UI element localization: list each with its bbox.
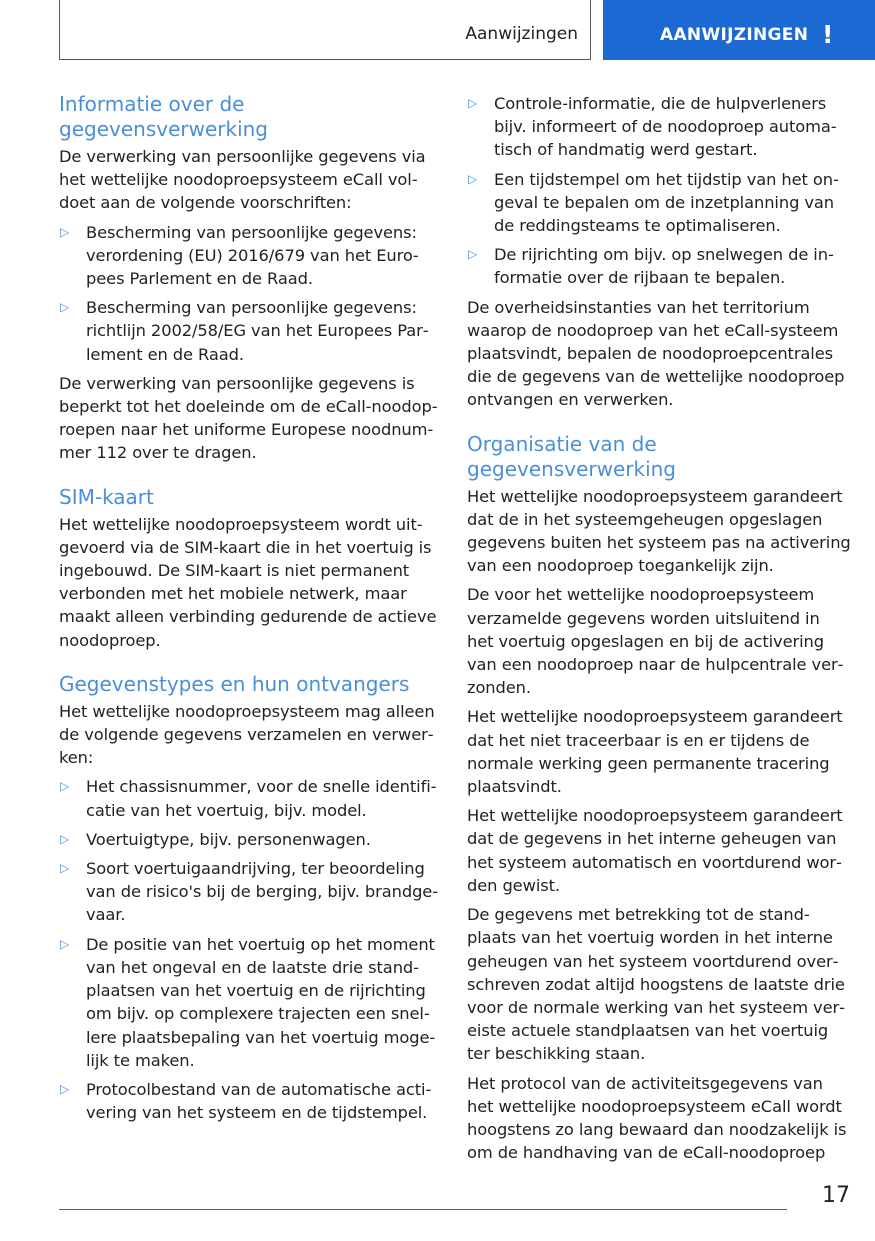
- list-item: [467, 168, 851, 238]
- list-item-text: Soort voertuigaandrijving, ter beoordeling van de risico's bij de berging, bijv. brandgevaar.: [86, 859, 439, 925]
- list-item: [59, 857, 443, 927]
- paragraph: Het wettelijke noodoproepsysteem garandeert dat de in het systeemgeheugen opgeslagen gegevens buiten het systeem pas na activering van een noodoproep toegankelijk zijn.: [467, 486, 851, 576]
- paragraph: De gegevens met betrekking tot de standplaats van het voertuig worden in het interne geheugen van het systeem voortdurend overschreven zodat altijd hoogstens de laatste drie voor de normale werking van het systeem vereiste actuele standplaatsen van het voertuig ter beschikking staan.: [467, 905, 845, 1064]
- header-frame: [59, 0, 591, 60]
- list-item-text: Voertuigtype, bijv. personenwagen.: [86, 829, 371, 849]
- bullet-triangle-icon: ▷: [468, 171, 478, 186]
- bullet-triangle-icon: ▷: [468, 247, 478, 262]
- paragraph: Het protocol van de activiteitsgegevens van het wettelijke noodoproepsysteem eCall wordt hoogstens zo lang bewaard dan noodzakelijk is om de handhaving van de eCall-noodoproep: [467, 1073, 847, 1163]
- chapter-tab-label: AANWIJZINGEN: [660, 25, 809, 45]
- bullet-triangle-icon: ▷: [60, 300, 70, 315]
- heading-data-processing: Informatie over de gegevensverwerking: [59, 92, 268, 141]
- bullet-triangle-icon: ▷: [60, 936, 70, 951]
- bullet-triangle-icon: ▷: [60, 779, 70, 794]
- list-item: [467, 92, 851, 162]
- list-item: [467, 243, 851, 289]
- paragraph: De voor het wettelijke noodoproepsysteem verzamelde gegevens worden uitsluitend in het voertuig opgeslagen en bij de activering van een noodoproep naar de hulpcentrale verzonden.: [467, 585, 844, 698]
- list-item-text: Protocolbestand van de automatische activering van het systeem en de tijdstempel.: [86, 1079, 432, 1123]
- list-item-text: Bescherming van persoonlijke gegevens: richtlijn 2002/58/EG van het Europees Parlement en de Raad.: [86, 298, 429, 364]
- heading-sim-card: SIM-kaart: [59, 484, 154, 509]
- paragraph: De verwerking van persoonlijke gegevens via het wettelijke noodoproepsysteem eCall voldoet aan de volgende voorschriften:: [59, 147, 426, 213]
- bullet-triangle-icon: ▷: [60, 1081, 70, 1096]
- bullet-list: [467, 92, 851, 290]
- chapter-tab: [603, 0, 875, 60]
- bullet-triangle-icon: ▷: [60, 831, 70, 846]
- paragraph: De verwerking van persoonlijke gegevens is beperkt tot het doeleinde om de eCall-noodoproepen naar het uniforme Europese noodnummer 112 over te dragen.: [59, 373, 438, 463]
- list-item: [59, 1078, 443, 1124]
- list-item: [59, 775, 443, 821]
- bullet-list: [59, 221, 443, 366]
- list-item: [59, 933, 443, 1072]
- heading-organisation: Organisatie van de gegevensverwerking: [467, 431, 676, 481]
- list-item-text: Een tijdstempel om het tijdstip van het ongeval te bepalen om de inzetplanning van de reddingsteams te optimaliseren.: [494, 169, 839, 236]
- list-item: [59, 221, 443, 291]
- page-number: 17: [822, 1183, 850, 1208]
- paragraph: Het wettelijke noodoproepsysteem garandeert dat de gegevens in het interne geheugen van het systeem automatisch en voortdurend worden gewist.: [467, 806, 843, 895]
- list-item-text: Het chassisnummer, voor de snelle identificatie van het voertuig, bijv. model.: [86, 777, 437, 820]
- heading-data-types: Gegevenstypes en hun ontvangers: [59, 671, 410, 696]
- paragraph: Het wettelijke noodoproepsysteem wordt uitgevoerd via de SIM-kaart die in het voertuig is ingebouwd. De SIM-kaart is niet permanent verbonden met het mobiele netwerk, maar maakt alleen verbinding gedurende de actieve noodoproep.: [59, 514, 437, 650]
- paragraph: Het wettelijke noodoproepsysteem garandeert dat het niet traceerbaar is en er tijdens de normale werking geen permanente tracering plaatsvindt.: [467, 707, 843, 797]
- right-column: [467, 92, 851, 1170]
- paragraph: De overheidsinstanties van het territorium waarop de noodoproep van het eCall-systeem plaatsvindt, bepalen de noodoproepcentrales die de gegevens van de wettelijke noodoproep ontvangen en verwerken.: [467, 297, 845, 410]
- list-item-text: Controle-informatie, die de hulpverleners bijv. informeert of de noodoproep automatisch of handmatig werd gestart.: [494, 94, 837, 160]
- list-item-text: Bescherming van persoonlijke gegevens: verordening (EU) 2016/679 van het Europees Parlement en de Raad.: [86, 222, 419, 289]
- footer-divider: [59, 1209, 787, 1210]
- bullet-triangle-icon: ▷: [60, 224, 70, 239]
- list-item-text: De positie van het voertuig op het moment van het ongeval en de laatste drie standplaatsen van het voertuig en de rijrichting om bijv. op complexere trajecten een snellere plaatsbepaling van het voertuig mogelijk te maken.: [86, 934, 436, 1070]
- left-column: [59, 92, 443, 1130]
- bullet-list: [59, 775, 443, 1124]
- bullet-triangle-icon: ▷: [468, 96, 478, 110]
- bullet-triangle-icon: ▷: [60, 861, 70, 876]
- list-item-text: De rijrichting om bijv. op snelwegen de informatie over de rijbaan te bepalen.: [494, 245, 834, 288]
- list-item: [59, 828, 443, 851]
- exclamation-icon: !: [822, 20, 834, 49]
- list-item: [59, 296, 443, 366]
- paragraph: Het wettelijke noodoproepsysteem mag alleen de volgende gegevens verzamelen en verwerken:: [59, 701, 435, 768]
- header-section-label: Aanwijzingen: [465, 24, 578, 44]
